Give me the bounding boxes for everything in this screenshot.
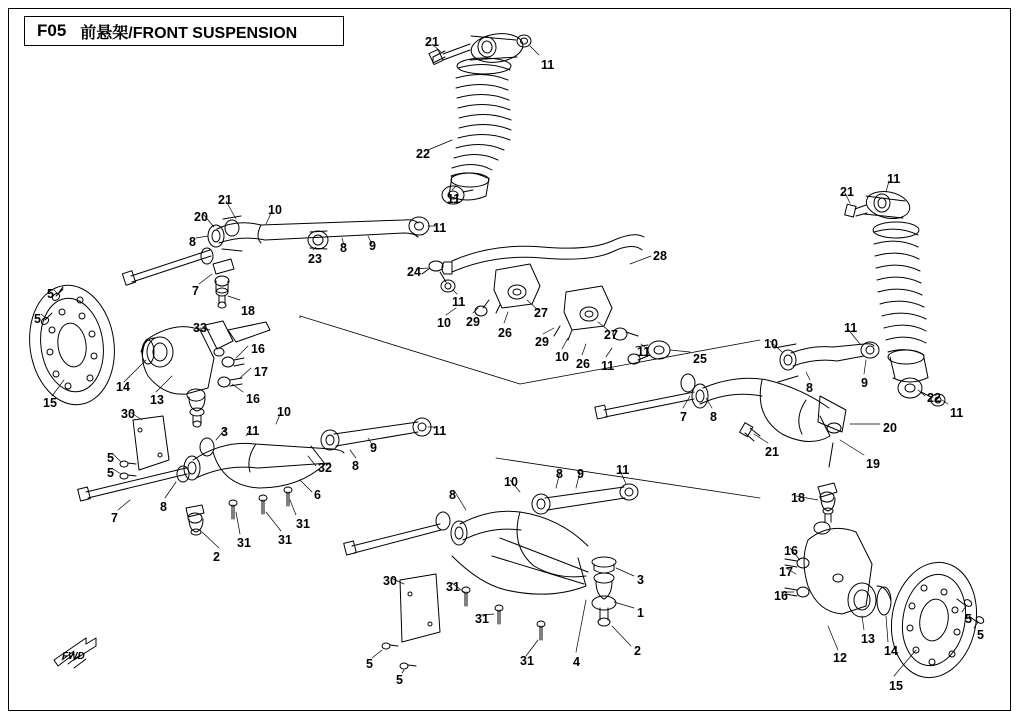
- callout-number: 13: [150, 393, 164, 407]
- fwd-label-box: [48, 640, 104, 672]
- callout-number: 11: [844, 321, 858, 335]
- callout-number: 11: [950, 406, 964, 420]
- callout-number: 12: [833, 651, 847, 665]
- callout-number: 11: [433, 424, 447, 438]
- callout-number: 5: [366, 657, 373, 671]
- leader-lines: [41, 44, 978, 676]
- callout-number: 5: [47, 287, 54, 301]
- callout-number: 28: [653, 249, 667, 263]
- callout-number: 10: [268, 203, 282, 217]
- callout-number: 7: [111, 511, 118, 525]
- callout-number: 14: [884, 644, 898, 658]
- callout-number: 8: [352, 459, 359, 473]
- callout-number: 29: [535, 335, 549, 349]
- callout-number: 33: [193, 321, 207, 335]
- callout-number: 31: [278, 533, 292, 547]
- callout-number: 3: [221, 425, 228, 439]
- callout-number: 23: [308, 252, 322, 266]
- title-block: [24, 16, 344, 46]
- callout-number: 15: [43, 396, 57, 410]
- callout-number: 5: [977, 628, 984, 642]
- callout-number: 14: [116, 380, 130, 394]
- callout-number: 9: [369, 239, 376, 253]
- callout-number: 8: [806, 381, 813, 395]
- callout-number: 27: [534, 306, 548, 320]
- callout-number: 16: [246, 392, 260, 406]
- skid-guard-left: [120, 416, 169, 479]
- callout-number: 11: [601, 359, 615, 373]
- callout-number: 9: [577, 467, 584, 481]
- callout-number: 10: [764, 337, 778, 351]
- callout-number: 8: [449, 488, 456, 502]
- callout-number: 5: [396, 673, 403, 687]
- callout-number: 13: [861, 632, 875, 646]
- callout-number: 31: [296, 517, 310, 531]
- front-shock-absorber-right: [845, 188, 945, 406]
- callout-number: 8: [189, 235, 196, 249]
- callout-number: 9: [370, 441, 377, 455]
- callout-number: 2: [634, 644, 641, 658]
- callout-number: 17: [779, 565, 793, 579]
- callout-number: 11: [447, 192, 461, 206]
- callout-number: 6: [314, 488, 321, 502]
- callout-number: 11: [541, 58, 555, 72]
- callout-number: 18: [791, 491, 805, 505]
- callout-number: 30: [383, 574, 397, 588]
- fwd-label: FWD: [62, 651, 85, 662]
- callout-number: 2: [213, 550, 220, 564]
- callout-number: 31: [446, 580, 460, 594]
- callout-number: 31: [237, 536, 251, 550]
- callout-number: 31: [520, 654, 534, 668]
- callout-number: 17: [254, 365, 268, 379]
- callout-number: 25: [693, 352, 707, 366]
- title-code: F05: [37, 21, 67, 40]
- callout-number: 9: [861, 376, 868, 390]
- callout-number: 24: [407, 265, 421, 279]
- callout-number: 5: [965, 612, 972, 626]
- callout-number: 8: [556, 467, 563, 481]
- callout-number: 11: [616, 463, 630, 477]
- callout-number: 10: [437, 316, 451, 330]
- callout-number: 11: [887, 172, 901, 186]
- brake-disc-left: [22, 280, 122, 411]
- section-fold-lines: [300, 316, 760, 498]
- callout-number: 1: [637, 606, 644, 620]
- callout-number: 8: [340, 241, 347, 255]
- callout-number: 19: [866, 457, 880, 471]
- callout-number: 16: [251, 342, 265, 356]
- callout-number: 7: [192, 284, 199, 298]
- callout-number: 31: [475, 612, 489, 626]
- callout-number: 21: [425, 35, 439, 49]
- callout-number: 10: [555, 350, 569, 364]
- callout-number: 20: [194, 210, 208, 224]
- callout-number: 21: [765, 445, 779, 459]
- steering-knuckle-left: [141, 321, 270, 427]
- callout-number: 20: [883, 421, 897, 435]
- callout-number: 21: [218, 193, 232, 207]
- front-shock-absorber-top: [429, 31, 531, 204]
- callout-number: 27: [604, 328, 618, 342]
- callout-number: 4: [573, 655, 580, 669]
- callout-number: 5: [107, 451, 114, 465]
- callout-number: 10: [277, 405, 291, 419]
- callout-number: 7: [680, 410, 687, 424]
- callout-number: 15: [889, 679, 903, 693]
- callout-number: 10: [504, 475, 518, 489]
- callout-number: 26: [576, 357, 590, 371]
- callout-number: 3: [637, 573, 644, 587]
- callout-number: 16: [774, 589, 788, 603]
- callout-number: 30: [121, 407, 135, 421]
- callout-number: 11: [452, 295, 466, 309]
- callout-number: 8: [710, 410, 717, 424]
- callout-number: 21: [840, 185, 854, 199]
- callout-number: 11: [637, 345, 651, 359]
- title-name: 前悬架/FRONT SUSPENSION: [80, 24, 298, 42]
- callout-number: 32: [318, 461, 332, 475]
- callout-number: 5: [107, 466, 114, 480]
- callout-number: 8: [160, 500, 167, 514]
- callout-number: 29: [466, 315, 480, 329]
- steering-knuckle-right: [785, 522, 891, 617]
- callout-number: 16: [784, 544, 798, 558]
- callout-number: 26: [498, 326, 512, 340]
- upper-control-arm-left: [122, 216, 429, 308]
- callout-number: 11: [433, 221, 447, 235]
- callout-number: 18: [241, 304, 255, 318]
- callout-number: 22: [416, 147, 430, 161]
- callout-number: 5: [34, 312, 41, 326]
- callout-number: 11: [246, 424, 260, 438]
- callout-number: 22: [927, 391, 941, 405]
